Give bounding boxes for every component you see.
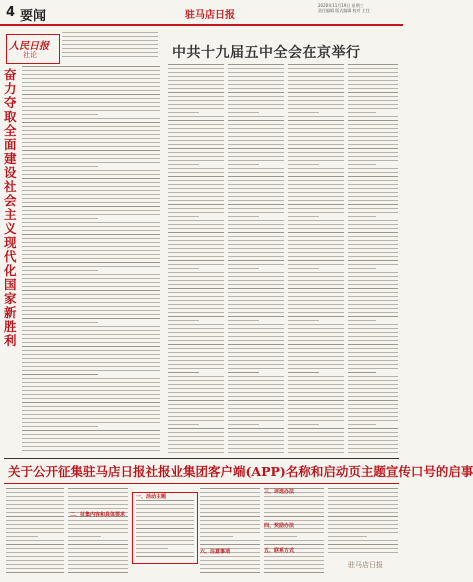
main-headline: 中共十九届五中全会在京举行 [172, 45, 361, 61]
article-col-1 [168, 64, 224, 456]
editorial-intro [62, 32, 158, 62]
watermark: 驻马店日报 [348, 561, 383, 569]
notice-col-4 [200, 488, 260, 578]
notice-col-1 [6, 488, 64, 578]
notice-subhead-4: 四、奖励办法 [264, 523, 295, 529]
page-header [0, 0, 403, 26]
logo-name: 人民日报 [9, 41, 49, 52]
article-col-3 [288, 64, 344, 456]
date-info: 2020年11月19日 星期三 责任编辑 版式编辑 校对 主任 [318, 3, 370, 13]
notice-subhead-3: 三、评选办法 [264, 489, 295, 495]
header-rule [0, 24, 403, 26]
notice-subhead-2: 二、征集内容和具体要求 [70, 512, 126, 518]
article-col-2 [228, 64, 284, 456]
notice-col-3 [136, 500, 194, 560]
notice-col-6 [328, 488, 398, 558]
editorial-body [22, 66, 160, 456]
logo-sub: 社论 [23, 51, 37, 59]
bottom-headline-rule [4, 483, 399, 484]
vertical-title: 奋力夺取全面建设社会主义现代化国家新胜利 [4, 67, 17, 348]
editorial-logo [6, 34, 60, 64]
notice-subhead-5: 五、联系方式 [264, 548, 295, 554]
bottom-divider [4, 458, 399, 459]
notice-subhead-1: 一、活动主题 [136, 494, 167, 500]
notice-col-5 [264, 488, 324, 578]
page-number: 4 [6, 5, 16, 20]
notice-subhead-6: 六、注意事项 [200, 549, 231, 555]
bottom-headline: 关于公开征集驻马店日报社报业集团客户端(APP)名称和启动页主题宣传口号的启事 [8, 464, 473, 479]
section-name: 要闻 [20, 9, 47, 24]
notice-col-2 [68, 488, 128, 578]
masthead: 驻马店日报 [185, 10, 235, 21]
article-col-4 [348, 64, 398, 456]
